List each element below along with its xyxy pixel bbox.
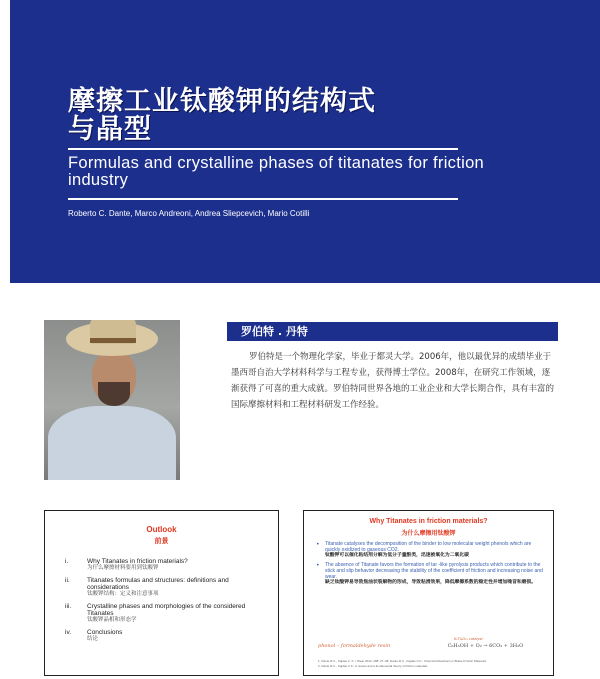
- outline-item-label: Crystalline phases and morphologies of the considered Titanates: [87, 603, 246, 617]
- reaction-formula: [318, 643, 542, 649]
- outline-item: [65, 629, 270, 643]
- slide-outlook: [44, 510, 279, 676]
- outline-item-label-chinese: 为什么摩擦材料要用到钛酸钾: [87, 565, 159, 571]
- slide-why-bullets: [316, 541, 544, 589]
- formula-reactant: phenol – formaldehyde resin: [318, 643, 391, 649]
- title-divider: [68, 148, 458, 150]
- authors-divider: [68, 198, 458, 200]
- outline-item-number: iv.: [65, 629, 72, 636]
- article-title-chinese-line-1: 摩擦工业钛酸钾的结构式: [68, 86, 376, 117]
- outline-item-number: ii.: [65, 577, 70, 584]
- slide-references: [318, 659, 546, 668]
- author-photo: [44, 320, 180, 480]
- reference-item: 1. Dante R.C., Kajdas C. K. / Wear 2012, 288: 27–38; Dante R.C., Kajdas C.K.: Chemical Reactions in Brake Friction Materials: [318, 659, 487, 663]
- slide-why-title-chinese: 为什么摩擦用钛酸钾: [401, 530, 456, 537]
- outline-item: [65, 577, 270, 598]
- outline-item-label: Titanates formulas and structures: definitions and considerations: [87, 577, 229, 591]
- slide-why-titanates: [303, 510, 554, 676]
- outline-list: [65, 558, 270, 648]
- slide-outlook-title: Outlook: [146, 525, 177, 534]
- hero-banner: [10, 0, 600, 283]
- bullet-marker: •: [316, 562, 320, 569]
- bullet-item: [316, 562, 544, 586]
- outline-item-label: Conclusions: [87, 629, 123, 636]
- outline-item-label-chinese: 钛酸钾结构：定义和注意事项: [87, 591, 159, 597]
- slide-outlook-title-chinese: 前景: [154, 537, 169, 545]
- author-biography: 罗伯特是一个物理化学家，毕业于都灵大学。2006年，他以最优异的成绩毕业于墨西哥自治大学材料科学与工程专业，获得博士学位。2008年，在研究工作领域，逐渐获得了可喜的重大成就。罗伯特同世界各地的工业企业和大学长期合作，具有丰富的国际摩擦材料和工程材料研发工作经验。: [231, 352, 555, 410]
- outline-item-number: iii.: [65, 603, 72, 610]
- slide-why-title: Why Titanates in friction materials?: [369, 518, 488, 525]
- outline-item-label: Why Titanates in friction materials?: [87, 558, 188, 565]
- article-title-chinese-line-2: 与晶型: [68, 114, 152, 145]
- outline-item: [65, 603, 270, 624]
- formula-catalyst-label: K₂Ti₆O₁₃ catalyst: [454, 637, 483, 641]
- author-name-header: 罗伯特 . 丹特: [227, 322, 558, 341]
- reference-item: 2. Dante R.C., Kajdas C.K.: A review and a fundamental theory of friction materials: [318, 663, 428, 668]
- bullet-text-chinese: 缺乏钛酸钾易导致焦油状裂解物的形成，导致粘滑效果，降低摩擦系数的稳定性并增加噪音和磨损。: [325, 580, 537, 585]
- outline-item-label-chinese: 钛酸钾晶相和形态学: [87, 617, 137, 623]
- bullet-item: [316, 541, 544, 559]
- bullet-text: The absence of Titanate favors the formation of tar -like pyrolysis products which contribute to the stick and slip behavior decreasing the stability of the coefficient of friction and increasing noise and wear.: [325, 562, 543, 580]
- bullet-text: Titanate catalyses the decomposition of the binder to low molecular weight phenols which are quickly oxidized to gaseous CO2.: [325, 541, 532, 553]
- article-title-english: Formulas and crystalline phases of titanates for friction industry: [68, 154, 485, 189]
- author-list: Roberto C. Dante, Marco Andreoni, Andrea Sliepcevich, Mario Cotilli: [68, 209, 310, 218]
- formula-product: C₆H₅OH + O₂ → 6CO₂ + 3H₂O: [447, 643, 524, 649]
- article-title-chinese: [68, 88, 376, 144]
- outline-item-number: i.: [65, 558, 69, 565]
- bullet-text-chinese: 钛酸钾可以催化粘结剂分解为低分子量酚类，迅速被氧化为二氧化碳: [325, 553, 469, 558]
- outline-item: [65, 558, 270, 572]
- bullet-marker: •: [316, 541, 320, 548]
- outline-item-label-chinese: 结论: [87, 636, 99, 642]
